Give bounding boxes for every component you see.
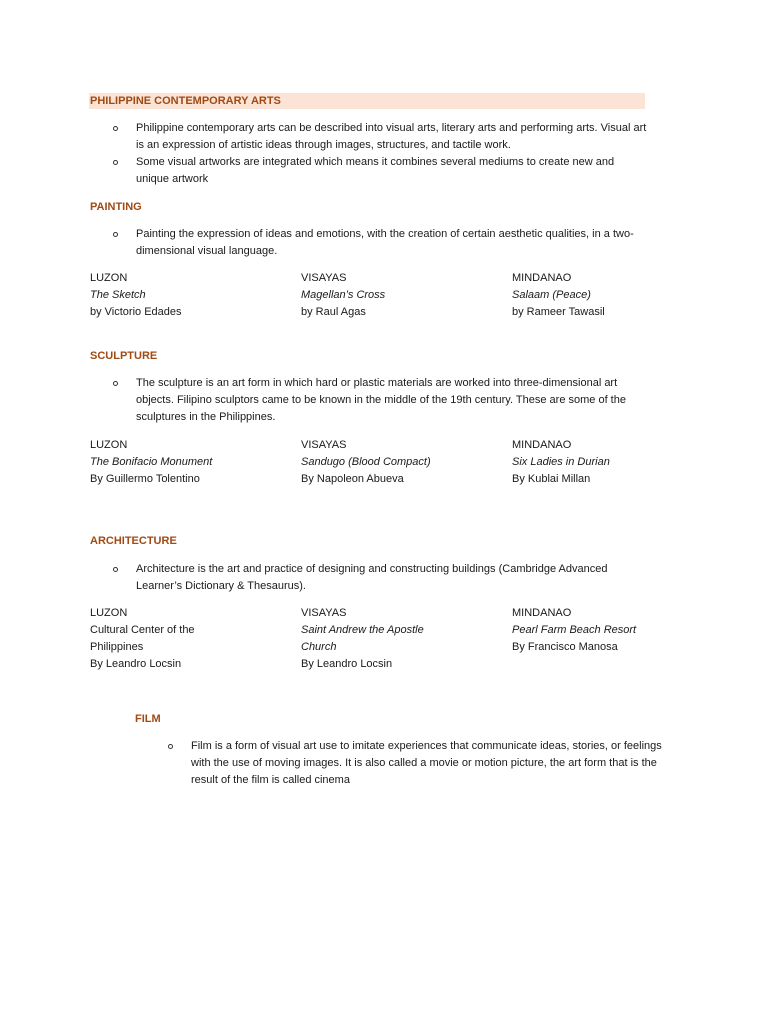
bullet-text: Architecture is the art and practice of designing and constructing buildings (Cambridge Advanced Learner’s Dictionary & Thesaurus).	[136, 563, 608, 592]
artwork-title: Cultural Center of the Philippines	[90, 624, 195, 653]
artist-name: By Francisco Manosa	[512, 641, 618, 653]
bullet-text: Painting the expression of ideas and emotions, with the creation of certain aesthetic qualities, in a two-dimensional visual language.	[136, 228, 634, 257]
hollow-circle-bullet-icon	[113, 232, 118, 237]
artwork-title: The Sketch	[90, 289, 146, 301]
artist-name: by Rameer Tawasil	[512, 306, 605, 318]
bullet-text: Some visual artworks are integrated which means it combines several mediums to create new and unique artwork	[136, 156, 615, 185]
artwork-title: Magellan’s Cross	[301, 289, 386, 301]
list-item	[90, 375, 650, 426]
region-label: LUZON	[90, 272, 128, 284]
region-label: MINDANAO	[512, 607, 572, 619]
artwork-title: Sandugo (Blood Compact)	[301, 456, 431, 468]
section-heading-painting: PAINTING	[90, 201, 142, 213]
section-heading-sculpture: SCULPTURE	[90, 350, 158, 362]
list-item	[90, 226, 650, 260]
hollow-circle-bullet-icon	[113, 126, 118, 131]
artwork-title: Saint Andrew the Apostle Church	[301, 624, 424, 653]
list-item	[90, 561, 650, 595]
region-column-mindanao	[512, 605, 712, 656]
page-title: PHILIPPINE CONTEMPORARY ARTS	[90, 95, 281, 107]
artist-name: by Victorio Edades	[90, 306, 182, 318]
hollow-circle-bullet-icon	[168, 744, 173, 749]
artist-name: by Raul Agas	[301, 306, 366, 318]
region-column-luzon	[90, 437, 290, 488]
list-item	[90, 120, 650, 154]
region-label: VISAYAS	[301, 439, 347, 451]
region-column-mindanao	[512, 270, 712, 321]
region-label: LUZON	[90, 439, 128, 451]
region-label: MINDANAO	[512, 272, 572, 284]
region-column-luzon	[90, 605, 215, 673]
region-label: MINDANAO	[512, 439, 572, 451]
region-column-visayas	[301, 270, 431, 321]
bullet-text: Film is a form of visual art use to imitate experiences that communicate ideas, stories, or feelings with the use of moving images. It is also called a movie or motion picture, the art form that is the result of the film is called cinema	[191, 740, 662, 786]
sculpture-bullet-list	[90, 375, 650, 426]
region-column-visayas	[301, 605, 441, 673]
region-label: VISAYAS	[301, 272, 347, 284]
region-column-mindanao	[512, 437, 712, 488]
artist-name: By Leandro Locsin	[301, 658, 393, 670]
hollow-circle-bullet-icon	[113, 160, 118, 165]
bullet-text: The sculpture is an art form in which hard or plastic materials are worked into three-dimensional art objects. Filipino sculptors came to be known in the middle of the 19th century. These are some of the sculptures in the Philippines.	[136, 377, 626, 423]
artwork-title: The Bonifacio Monument	[90, 456, 213, 468]
section-heading-architecture: ARCHITECTURE	[90, 535, 177, 547]
artwork-title: Salaam (Peace)	[512, 289, 591, 301]
list-item	[145, 738, 680, 789]
bullet-text: Philippine contemporary arts can be described into visual arts, literary arts and performing arts. Visual art is an expression of artistic ideas through images, structures, and tactile work.	[136, 122, 647, 151]
region-label: LUZON	[90, 607, 128, 619]
artwork-title: Six Ladies in Durian	[512, 456, 610, 468]
painting-bullet-list	[90, 226, 650, 260]
list-item	[90, 154, 650, 188]
hollow-circle-bullet-icon	[113, 567, 118, 572]
intro-bullet-list	[90, 120, 650, 188]
region-label: VISAYAS	[301, 607, 347, 619]
artwork-title: Pearl Farm Beach Resort	[512, 624, 637, 636]
hollow-circle-bullet-icon	[113, 381, 118, 386]
section-heading-film: FILM	[135, 713, 161, 725]
artist-name: By Leandro Locsin	[90, 658, 182, 670]
artist-name: By Kublai Millan	[512, 473, 591, 485]
artist-name: By Guillermo Tolentino	[90, 473, 200, 485]
film-bullet-list	[145, 738, 680, 789]
architecture-bullet-list	[90, 561, 650, 595]
region-column-luzon	[90, 270, 290, 321]
region-column-visayas	[301, 437, 431, 488]
artist-name: By Napoleon Abueva	[301, 473, 404, 485]
